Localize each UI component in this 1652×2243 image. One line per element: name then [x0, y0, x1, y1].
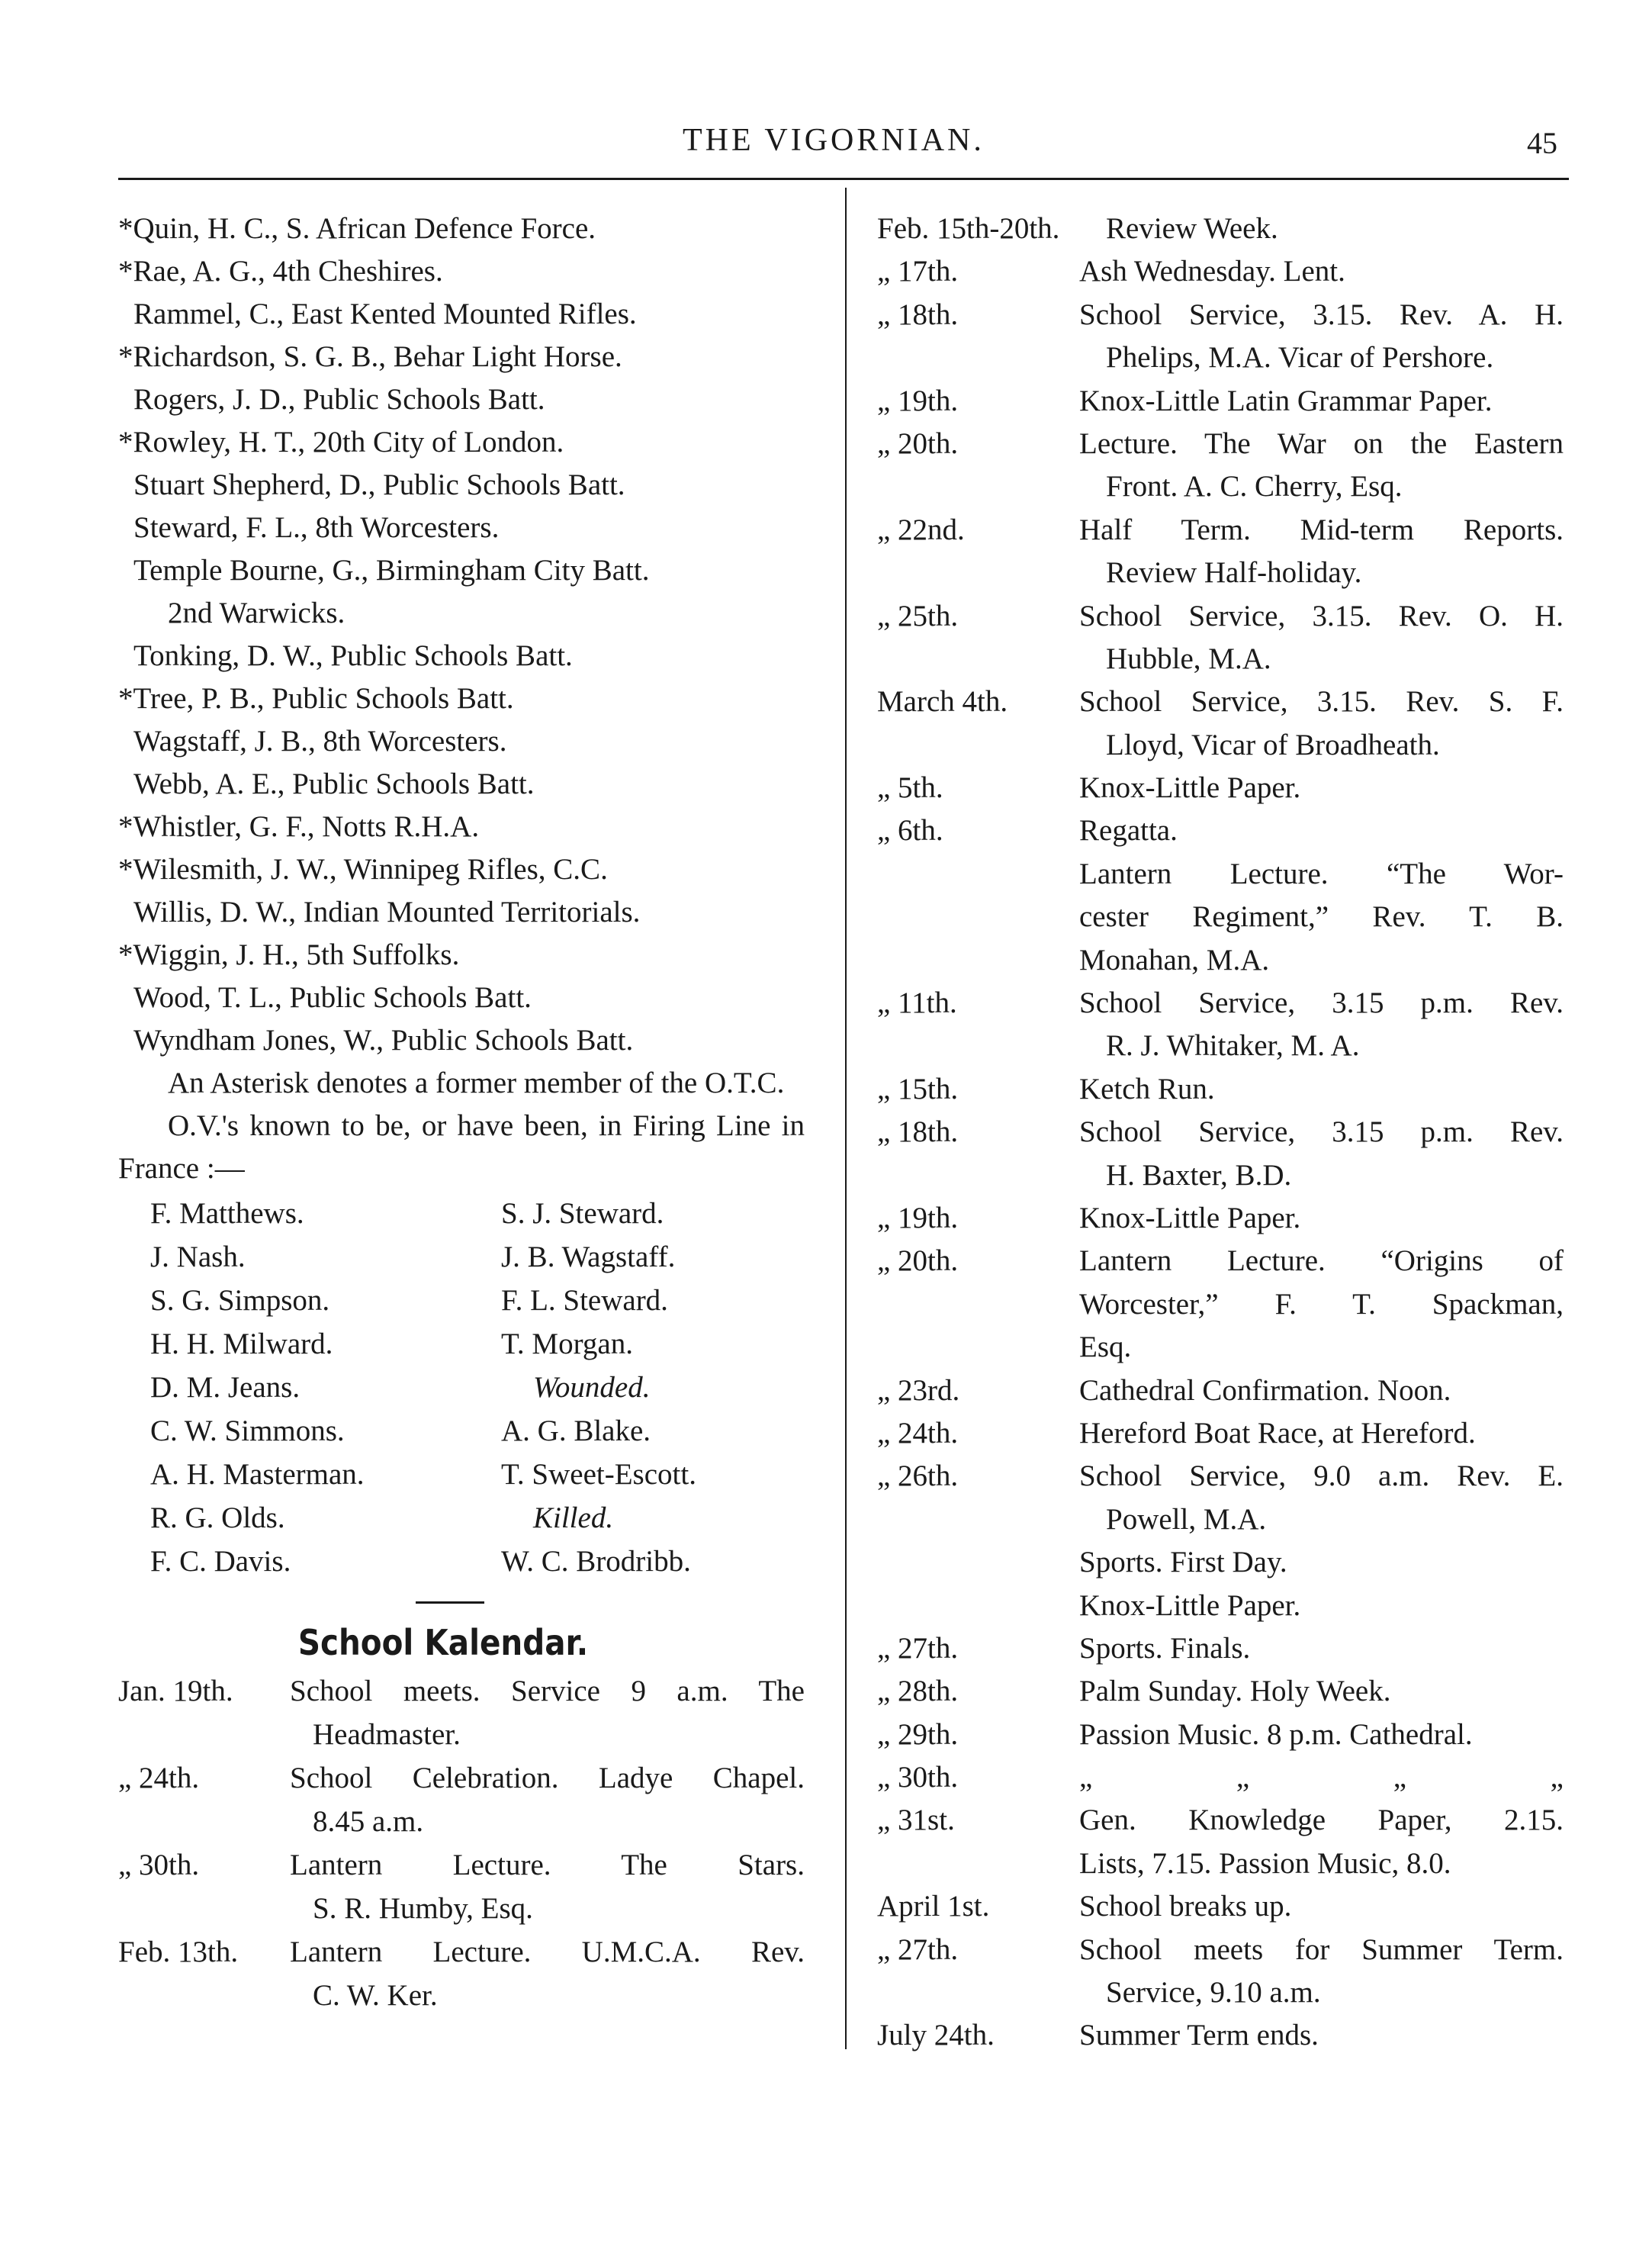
kalendar-line: [877, 1025, 1564, 1067]
kalendar-entry: [877, 809, 1564, 982]
kalendar-event: School Service, 3.15 p.m. Rev.: [1079, 1115, 1564, 1149]
firing-line-name: D. M. Jeans.: [150, 1371, 301, 1404]
kalendar-entry: [877, 509, 1564, 595]
kalendar-line: [877, 1670, 1564, 1713]
firing-line-name: J. Nash.: [150, 1241, 246, 1273]
kalendar-line: [877, 1197, 1564, 1240]
kalendar-date: „ 24th.: [877, 1416, 959, 1450]
kalendar-event: School Service, 9.0 a.m. Rev. E.: [1079, 1459, 1564, 1493]
kalendar-date: July 24th.: [877, 2019, 995, 2052]
kalendar-line: [118, 1843, 805, 1887]
kalendar-date: April 1st.: [877, 1890, 990, 1923]
kalendar-event-cont: Review Half-holiday.: [1106, 556, 1362, 590]
kalendar-date: „ 31st.: [877, 1804, 955, 1837]
kalendar-event: School meets. Service 9 a.m. The: [290, 1675, 805, 1707]
kalendar-event: Cathedral Confirmation. Noon.: [1079, 1373, 1451, 1407]
kalendar-entry: [877, 1714, 1564, 1756]
kalendar-line: [877, 681, 1564, 723]
kalendar-line: [877, 1627, 1564, 1670]
kalendar-line: [118, 1713, 805, 1756]
kalendar-date: „ 24th.: [118, 1762, 200, 1794]
kalendar-event: Half Term. Mid-term Reports.: [1079, 513, 1564, 546]
kalendar-line: [877, 1929, 1564, 1971]
kalendar-line: [877, 1714, 1564, 1756]
firing-line-name: A. H. Masterman.: [150, 1458, 365, 1491]
kalendar-entry: [877, 1756, 1564, 1799]
kalendar-event-cont: Headmaster.: [313, 1718, 461, 1751]
kalendar-date: „ 20th.: [877, 1244, 959, 1278]
kalendar-event: School Service, 3.15 p.m. Rev.: [1079, 986, 1564, 1020]
kalendar-line: [877, 638, 1564, 681]
left-column: [118, 208, 805, 2017]
kalendar-entry: [877, 1799, 1564, 1885]
kalendar-entry: [877, 982, 1564, 1068]
kalendar-entry: [877, 1197, 1564, 1240]
firing-line-intro: O.V.'s known to be, or have been, in Firing Line in France :—: [118, 1109, 805, 1185]
firing-line-name: F. L. Steward.: [501, 1284, 668, 1317]
kalendar-date: „ 17th.: [877, 255, 959, 288]
kalendar-event-cont: Front. A. C. Cherry, Esq.: [1106, 470, 1403, 504]
kalendar-event: Knox-Little Latin Grammar Paper.: [1079, 384, 1493, 417]
firing-line-name: W. C. Brodribb.: [501, 1545, 691, 1578]
kalendar-line: [877, 423, 1564, 465]
roll-entry: Rogers, J. D., Public Schools Batt.: [133, 383, 545, 416]
kalendar-line: [877, 1971, 1564, 2014]
kalendar-line: [877, 552, 1564, 594]
firing-line-names: [118, 1192, 805, 1583]
kalendar-date: „ 29th.: [877, 1717, 959, 1751]
firing-line-name: R. G. Olds.: [150, 1501, 285, 1534]
kalendar-date: Jan. 19th.: [118, 1675, 233, 1707]
firing-line-name: S. G. Simpson.: [150, 1284, 330, 1317]
kalendar-entry: [877, 294, 1564, 380]
section-rule: [416, 1601, 484, 1604]
firing-line-name: C. W. Simmons.: [150, 1414, 345, 1447]
kalendar-date: „ 6th.: [877, 814, 943, 848]
roll-entry: *Tree, P. B., Public Schools Batt.: [118, 682, 514, 715]
kalendar-line: [877, 1799, 1564, 1842]
kalendar-date: „ 23rd.: [877, 1373, 960, 1407]
roll-of-service-list: [118, 208, 805, 1062]
kalendar-date: „ 27th.: [877, 1631, 959, 1665]
kalendar-event: Passion Music. 8 p.m. Cathedral.: [1079, 1717, 1473, 1751]
firing-line-name: F. Matthews.: [150, 1197, 304, 1230]
kalendar-line: [877, 1412, 1564, 1455]
roll-entry: *Richardson, S. G. B., Behar Light Horse.: [118, 340, 622, 373]
roll-entry: Tonking, D. W., Public Schools Batt.: [133, 639, 573, 672]
kalendar-line: [877, 853, 1564, 896]
kalendar-event: Palm Sunday. Holy Week.: [1079, 1675, 1391, 1708]
kalendar-event: Summer Term ends.: [1079, 2019, 1319, 2052]
kalendar-line: [877, 724, 1564, 767]
kalendar-line: [877, 595, 1564, 638]
kalendar-line: [877, 1885, 1564, 1928]
firing-line-name: F. C. Davis.: [150, 1545, 291, 1578]
casualty-heading: Wounded.: [533, 1371, 651, 1404]
kalendar-line: [877, 336, 1564, 379]
kalendar-line: [877, 1541, 1564, 1584]
kalendar-entry: [877, 681, 1564, 767]
kalendar-date: „ 19th.: [877, 1201, 959, 1234]
roll-entry: Wagstaff, J. B., 8th Worcesters.: [133, 725, 507, 758]
kalendar-event-cont: Lantern Lecture. “The Wor-: [1079, 857, 1564, 890]
kalendar-event: Lantern Lecture. U.M.C.A. Rev.: [290, 1936, 805, 1968]
kalendar-line: [877, 1455, 1564, 1498]
kalendar-entry: [877, 767, 1564, 809]
kalendar-entry: [877, 1240, 1564, 1369]
kalendar-date: „ 30th.: [118, 1849, 200, 1881]
kalendar-line: [118, 1930, 805, 1974]
kalendar-event-cont: C. W. Ker.: [313, 1979, 438, 2012]
roll-entry: 2nd Warwicks.: [168, 597, 346, 629]
kalendar-date: „ 22nd.: [877, 513, 965, 546]
kalendar-event-cont: S. R. Humby, Esq.: [313, 1892, 533, 1925]
kalendar-date: „ 15th.: [877, 1072, 959, 1105]
kalendar-event-cont: Phelips, M.A. Vicar of Pershore.: [1106, 341, 1494, 375]
kalendar-event: School breaks up.: [1079, 1890, 1292, 1923]
kalendar-line: [118, 1800, 805, 1843]
roll-entry: *Wilesmith, J. W., Winnipeg Rifles, C.C.: [118, 853, 608, 886]
kalendar-entry: [877, 208, 1564, 250]
column-divider: [845, 188, 847, 2049]
kalendar-event: Gen. Knowledge Paper, 2.15.: [1079, 1804, 1564, 1837]
kalendar-date: „ 26th.: [877, 1459, 959, 1493]
kalendar-event: Ketch Run.: [1079, 1072, 1215, 1105]
kalendar-event: School meets for Summer Term.: [1079, 1932, 1564, 1966]
kalendar-date: „ 27th.: [877, 1932, 959, 1966]
roll-entry: *Rae, A. G., 4th Cheshires.: [118, 255, 443, 288]
roll-entry: Willis, D. W., Indian Mounted Territorials.: [133, 896, 641, 928]
kalendar-line: [877, 250, 1564, 293]
kalendar-entry: [118, 1669, 805, 1756]
roll-entry: *Wiggin, J. H., 5th Suffolks.: [118, 938, 460, 971]
roll-entry: *Rowley, H. T., 20th City of London.: [118, 426, 564, 459]
kalendar-event-cont: cester Regiment,” Rev. T. B.: [1079, 900, 1564, 934]
firing-line-name: H. H. Milward.: [150, 1327, 333, 1360]
kalendar-entry: [877, 423, 1564, 509]
kalendar-entry: [877, 1455, 1564, 1627]
kalendar-entry: [877, 1627, 1564, 1670]
roll-entry: *Whistler, G. F., Notts R.H.A.: [118, 810, 480, 843]
roll-entry: Wood, T. L., Public Schools Batt.: [133, 981, 532, 1014]
kalendar-line: [877, 294, 1564, 336]
kalendar-date: March 4th.: [877, 685, 1008, 719]
kalendar-entry: [118, 1930, 805, 2017]
kalendar-line: [877, 1154, 1564, 1197]
kalendar-line: [877, 380, 1564, 423]
kalendar-entry: [877, 1885, 1564, 1928]
kalendar-event-cont: H. Baxter, B.D.: [1106, 1158, 1292, 1192]
roll-entry: Stuart Shepherd, D., Public Schools Batt.: [133, 468, 625, 501]
kalendar-entry: [877, 250, 1564, 293]
kalendar-date: Feb. 13th.: [118, 1936, 239, 1968]
kalendar-line: [877, 1842, 1564, 1885]
kalendar-date: „ 28th.: [877, 1675, 959, 1708]
kalendar-entry: [877, 2014, 1564, 2057]
kalendar-entry: [118, 1756, 805, 1843]
kalendar-date: „ 5th.: [877, 771, 943, 805]
kalendar-event: „ „ „ „: [1079, 1761, 1564, 1794]
roll-entry: Webb, A. E., Public Schools Batt.: [133, 768, 535, 800]
kalendar-event-cont: Hubble, M.A.: [1106, 642, 1271, 675]
kalendar-event: Ash Wednesday. Lent.: [1079, 255, 1345, 288]
kalendar-entries-right: [877, 208, 1564, 2058]
kalendar-event: Knox-Little Paper.: [1079, 771, 1301, 805]
kalendar-entry: [877, 1929, 1564, 2015]
kalendar-event-cont: Knox-Little Paper.: [1079, 1588, 1301, 1622]
kalendar-line: [877, 1240, 1564, 1282]
kalendar-line: [877, 896, 1564, 938]
kalendar-event-cont: Powell, M.A.: [1106, 1502, 1267, 1536]
firing-line-name: T. Sweet-Escott.: [501, 1458, 696, 1491]
kalendar-entry: [877, 1670, 1564, 1713]
firing-line-name: T. Morgan.: [501, 1327, 633, 1360]
kalendar-event: Lantern Lecture. The Stars.: [290, 1849, 805, 1881]
kalendar-entry: [877, 1369, 1564, 1412]
kalendar-line: [877, 465, 1564, 508]
kalendar-event: School Celebration. Ladye Chapel.: [290, 1762, 805, 1794]
roll-entry: Wyndham Jones, W., Public Schools Batt.: [133, 1024, 634, 1057]
casualty-heading: Killed.: [533, 1501, 614, 1534]
kalendar-line: [118, 1756, 805, 1800]
kalendar-event: Hereford Boat Race, at Hereford.: [1079, 1416, 1476, 1450]
kalendar-event: Sports. Finals.: [1079, 1631, 1251, 1665]
kalendar-entry: [118, 1843, 805, 1930]
asterisk-note: An Asterisk denotes a former member of the O.T.C.: [168, 1067, 785, 1099]
kalendar-line: [877, 809, 1564, 852]
kalendar-event: School Service, 3.15. Rev. S. F.: [1079, 685, 1564, 719]
kalendar-entries-left: [118, 1669, 805, 2017]
kalendar-line: [877, 1369, 1564, 1412]
page-number: 45: [1527, 126, 1557, 160]
kalendar-event: School Service, 3.15. Rev. O. H.: [1079, 599, 1564, 632]
kalendar-event: Regatta.: [1079, 814, 1178, 848]
kalendar-date: „ 30th.: [877, 1761, 959, 1794]
kalendar-date: „ 11th.: [877, 986, 957, 1020]
kalendar-line: [877, 509, 1564, 552]
kalendar-event-cont: Monahan, M.A.: [1079, 943, 1270, 977]
kalendar-event-cont: 8.45 a.m.: [313, 1805, 424, 1838]
firing-line-name: J. B. Wagstaff.: [501, 1241, 676, 1273]
kalendar-line: [118, 1887, 805, 1930]
kalendar-line: [877, 1068, 1564, 1111]
kalendar-date: „ 18th.: [877, 1115, 959, 1149]
kalendar-line: [877, 982, 1564, 1025]
running-header-title: THE VIGORNIAN.: [683, 123, 985, 158]
kalendar-line: [118, 1974, 805, 2017]
kalendar-event: Lecture. The War on the Eastern: [1079, 426, 1564, 460]
kalendar-date: „ 20th.: [877, 426, 959, 460]
kalendar-event-cont: Service, 9.10 a.m.: [1106, 1976, 1321, 2010]
kalendar-event: School Service, 3.15. Rev. A. H.: [1079, 298, 1564, 331]
kalendar-entry: [877, 1412, 1564, 1455]
roll-entry: Rammel, C., East Kented Mounted Rifles.: [133, 298, 637, 330]
kalendar-line: [877, 1326, 1564, 1369]
kalendar-line: [877, 1498, 1564, 1541]
kalendar-line: [118, 1669, 805, 1713]
kalendar-event-cont: R. J. Whitaker, M. A.: [1106, 1029, 1360, 1063]
kalendar-entry: [877, 1068, 1564, 1111]
kalendar-line: [877, 1283, 1564, 1326]
kalendar-event-cont: Worcester,” F. T. Spackman,: [1079, 1287, 1564, 1321]
kalendar-line: [877, 1111, 1564, 1154]
kalendar-date: „ 18th.: [877, 298, 959, 331]
kalendar-entry: [877, 595, 1564, 681]
kalendar-heading: School Kalendar.: [297, 1622, 589, 1663]
kalendar-event-cont: Sports. First Day.: [1079, 1546, 1287, 1579]
firing-line-name: S. J. Steward.: [501, 1197, 664, 1230]
kalendar-event: Knox-Little Paper.: [1079, 1201, 1301, 1234]
kalendar-entry: [877, 380, 1564, 423]
kalendar-line: [877, 1756, 1564, 1799]
kalendar-date: „ 25th.: [877, 599, 959, 632]
kalendar-date: „ 19th.: [877, 384, 959, 417]
roll-entry: Steward, F. L., 8th Worcesters.: [133, 511, 500, 544]
kalendar-date: Feb. 15th-20th.: [877, 212, 1060, 245]
kalendar-line: [877, 2014, 1564, 2057]
kalendar-line: [877, 939, 1564, 982]
kalendar-event-cont: Lloyd, Vicar of Broadheath.: [1106, 728, 1440, 761]
roll-entry: *Quin, H. C., S. African Defence Force.: [118, 212, 596, 245]
kalendar-event: Review Week.: [1106, 212, 1278, 245]
kalendar-line: [877, 208, 1564, 250]
kalendar-event: Lantern Lecture. “Origins of: [1079, 1244, 1564, 1278]
kalendar-line: [877, 1585, 1564, 1627]
kalendar-entry: [877, 1111, 1564, 1197]
kalendar-event-cont: Esq.: [1079, 1331, 1132, 1364]
roll-entry: Temple Bourne, G., Birmingham City Batt.: [133, 554, 650, 587]
firing-line-name: A. G. Blake.: [501, 1414, 651, 1447]
header-rule: [118, 178, 1569, 180]
kalendar-line: [877, 767, 1564, 809]
kalendar-event-cont: Lists, 7.15. Passion Music, 8.0.: [1079, 1846, 1451, 1880]
